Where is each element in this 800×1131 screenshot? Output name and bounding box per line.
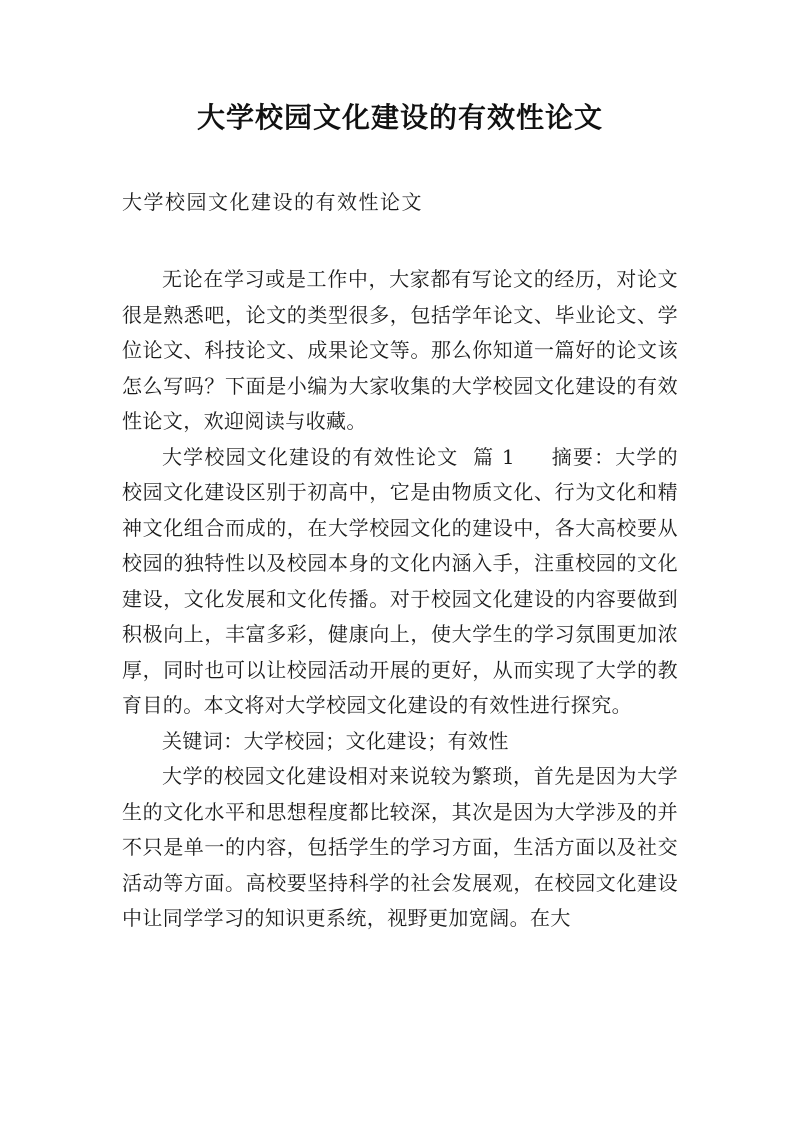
- keywords-paragraph: 关键词：大学校园；文化建设；有效性: [162, 728, 509, 753]
- document-title: 大学校园文化建设的有效性论文: [196, 101, 603, 134]
- chapter-label: 篇 1: [472, 444, 515, 469]
- body-paragraph: 大学的校园文化建设相对来说较为繁琐，首先是因为大学生的文化水平和思想程度都比较深，其次是因为大学涉及的并不只是单一的内容，包括学生的学习方面，生活方面以及社交活动等方面。高校要坚持科学的社会发展观，在校园文化建设中让同学学习的知识更系统，视野更加宽阔。在大: [122, 764, 678, 930]
- abstract-paragraph: [122, 440, 678, 724]
- chapter-title: 大学校园文化建设的有效性论文: [162, 444, 459, 469]
- document-body: [122, 262, 678, 937]
- abstract-text: 摘要：大学的校园文化建设区别于初高中，它是由物质文化、行为文化和精神文化组合而成的，在大学校园文化的建设中，各大高校要从校园的独特性以及校园本身的文化内涵入手，注重校园的文化建设，文化发展和文化传播。对于校园文化建设的内容要做到积极向上，丰富多彩，健康向上，使大学生的学习氛围更加浓厚，同时也可以让校园活动开展的更好，从而实现了大学的教育目的。本文将对大学校园文化建设的有效性进行探究。: [122, 444, 678, 717]
- intro-paragraph: 无论在学习或是工作中，大家都有写论文的经历，对论文很是熟悉吧，论文的类型很多，包括学年论文、毕业论文、学位论文、科技论文、成果论文等。那么你知道一篇好的论文该怎么写吗？下面是小编为大家收集的大学校园文化建设的有效性论文，欢迎阅读与收藏。: [122, 267, 678, 433]
- document-subtitle: 大学校园文化建设的有效性论文: [122, 190, 423, 214]
